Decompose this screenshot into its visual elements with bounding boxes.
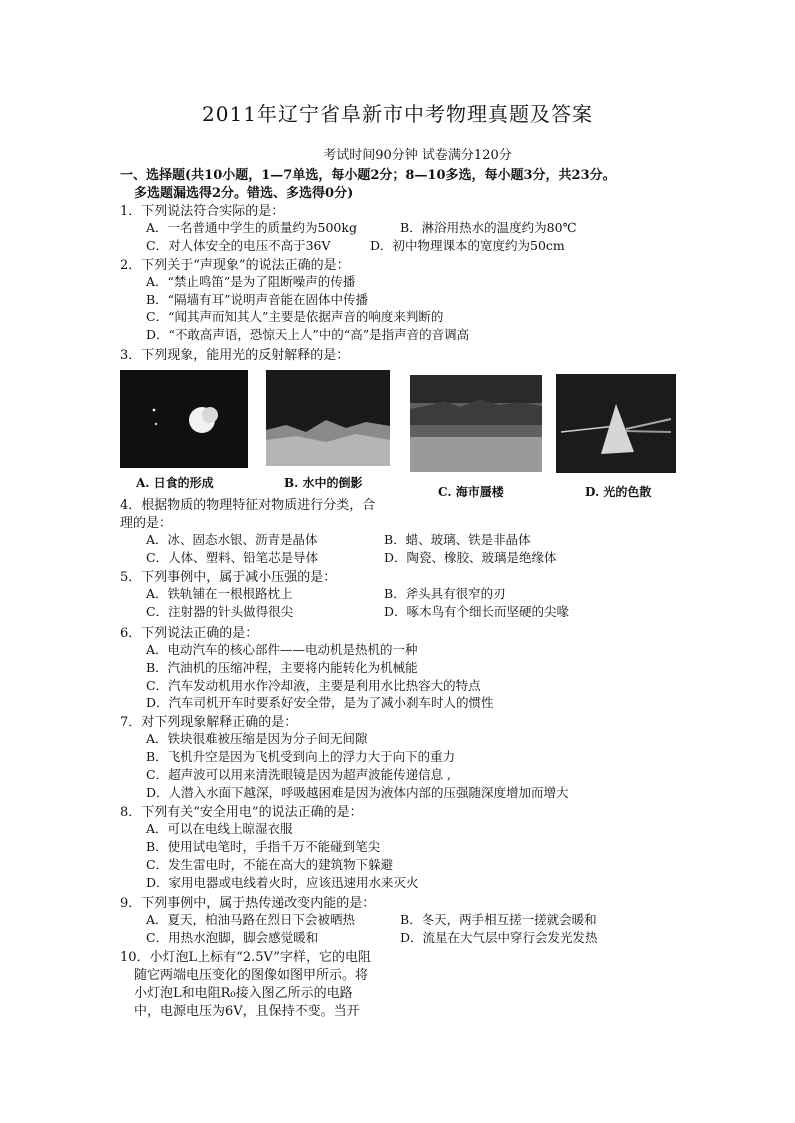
question-1-option-b: B．淋浴用热水的温度约为80℃ bbox=[400, 220, 577, 235]
question-9-option-c: C．用热水泡脚，脚会感觉暖和 bbox=[146, 930, 319, 945]
question-9-stem: 9．下列事例中，属于热传递改变内能的是： bbox=[120, 896, 376, 911]
question-10-line1: 10．小灯泡L上标有“2.5V”字样，它的电阻 bbox=[120, 950, 372, 965]
dispersion-photo bbox=[556, 374, 676, 473]
question-5-option-b: B．斧头具有很窄的刃 bbox=[384, 586, 506, 601]
photo-caption-c: C. 海市蜃楼 bbox=[438, 485, 504, 499]
question-2-option-a: A．“禁止鸣笛”是为了阻断噪声的传播 bbox=[146, 274, 356, 289]
question-7-option-b: B．飞机升空是因为飞机受到向上的浮力大于向下的重力 bbox=[146, 749, 456, 764]
section-heading-line1: 一、选择题(共10小题，1—7单选，每小题2分；8—10多选，每小题3分，共23分。 bbox=[120, 168, 616, 183]
question-4-stem-line2: 理的是： bbox=[120, 516, 173, 531]
question-6-option-d: D．汽车司机开车时要系好安全带，是为了减小刹车时人的惯性 bbox=[146, 695, 494, 710]
question-6-option-a: A．电动汽车的核心部件——电动机是热机的一种 bbox=[146, 642, 418, 657]
question-4-stem-line1: 4．根据物质的物理特征对物质进行分类，合 bbox=[120, 498, 376, 513]
question-1-stem: 1．下列说法符合实际的是： bbox=[120, 204, 285, 219]
question-5-option-a: A．铁轨铺在一根根路枕上 bbox=[146, 586, 293, 601]
question-8-option-b: B．使用试电笔时，手指千万不能碰到笔尖 bbox=[146, 839, 381, 854]
question-4-option-a: A．冰、固态水银、沥青是晶体 bbox=[146, 532, 318, 547]
question-1-option-a: A．一名普通中学生的质量约为500kg bbox=[146, 220, 357, 235]
page-title: 2011年辽宁省阜新市中考物理真题及答案 bbox=[202, 102, 593, 126]
question-6-option-b: B．汽油机的压缩冲程，主要将内能转化为机械能 bbox=[146, 660, 418, 675]
question-4-option-c: C．人体、塑料、铅笔芯是导体 bbox=[146, 550, 319, 565]
exam-info: 考试时间90分钟 试卷满分120分 bbox=[323, 148, 512, 163]
question-1-option-d: D．初中物理课本的宽度约为50cm bbox=[370, 238, 565, 253]
mirage-photo bbox=[410, 375, 542, 472]
question-7-option-c: C．超声波可以用来清洗眼镜是因为超声波能传递信息 , bbox=[146, 767, 452, 782]
question-9-option-a: A．夏天，柏油马路在烈日下会被晒热 bbox=[146, 912, 356, 927]
question-5-option-c: C．注射器的针头做得很尖 bbox=[146, 604, 294, 619]
question-2-stem: 2．下列关于“声现象”的说法正确的是： bbox=[120, 258, 350, 273]
question-10-line4: 中，电源电压为6V，且保持不变。当开 bbox=[134, 1004, 360, 1019]
photo-caption-a: A. 日食的形成 bbox=[136, 476, 214, 490]
photo-caption-d: D. 光的色散 bbox=[585, 485, 652, 499]
question-4-option-d: D．陶瓷、橡胶、玻璃是绝缘体 bbox=[384, 550, 557, 565]
question-2-option-c: C．“闻其声而知其人”主要是依据声音的响度来判断的 bbox=[146, 309, 444, 324]
question-5-stem: 5．下列事例中，属于减小压强的是： bbox=[120, 570, 337, 585]
question-8-option-c: C．发生雷电时，不能在高大的建筑物下躲避 bbox=[146, 857, 394, 872]
question-3-stem: 3．下列现象，能用光的反射解释的是： bbox=[120, 348, 350, 363]
section-heading-line2: 多选题漏选得2分。错选、多选得0分) bbox=[134, 186, 354, 201]
question-7-stem: 7．对下列现象解释正确的是： bbox=[120, 715, 298, 730]
question-7-option-a: A．铁块很难被压缩是因为分子间无间隙 bbox=[146, 731, 368, 746]
question-1-option-c: C．对人体安全的电压不高于36V bbox=[146, 238, 331, 253]
question-10-line2: 随它两端电压变化的图像如图甲所示。将 bbox=[134, 968, 369, 983]
question-8-stem: 8．下列有关“安全用电”的说法正确的是： bbox=[120, 805, 363, 820]
question-10-line3: 小灯泡L和电阻R₀接入图乙所示的电路 bbox=[134, 986, 353, 1001]
question-8-option-a: A．可以在电线上晾湿衣服 bbox=[146, 821, 293, 836]
question-6-stem: 6．下列说法正确的是： bbox=[120, 626, 259, 641]
question-7-option-d: D．人潜入水面下越深，呼吸越困难是因为液体内部的压强随深度增加而增大 bbox=[146, 785, 569, 800]
question-2-option-d: D．“不敢高声语，恐惊天上人”中的“高”是指声音的音调高 bbox=[146, 327, 470, 342]
question-6-option-c: C．汽车发动机用水作冷却液，主要是利用水比热容大的特点 bbox=[146, 678, 481, 693]
reflection-photo bbox=[266, 370, 390, 466]
question-5-option-d: D．啄木鸟有个细长而坚硬的尖喙 bbox=[384, 604, 570, 619]
question-8-option-d: D．家用电器或电线着火时，应该迅速用水来灭火 bbox=[146, 875, 419, 890]
photo-caption-b: B. 水中的倒影 bbox=[284, 476, 363, 490]
question-2-option-b: B．“隔墙有耳”说明声音能在固体中传播 bbox=[146, 292, 368, 307]
eclipse-photo bbox=[120, 370, 248, 468]
question-4-option-b: B．蜡、玻璃、铁是非晶体 bbox=[384, 532, 531, 547]
question-9-option-b: B．冬天，两手相互搓一搓就会暖和 bbox=[400, 912, 597, 927]
question-9-option-d: D．流星在大气层中穿行会发光发热 bbox=[400, 930, 598, 945]
